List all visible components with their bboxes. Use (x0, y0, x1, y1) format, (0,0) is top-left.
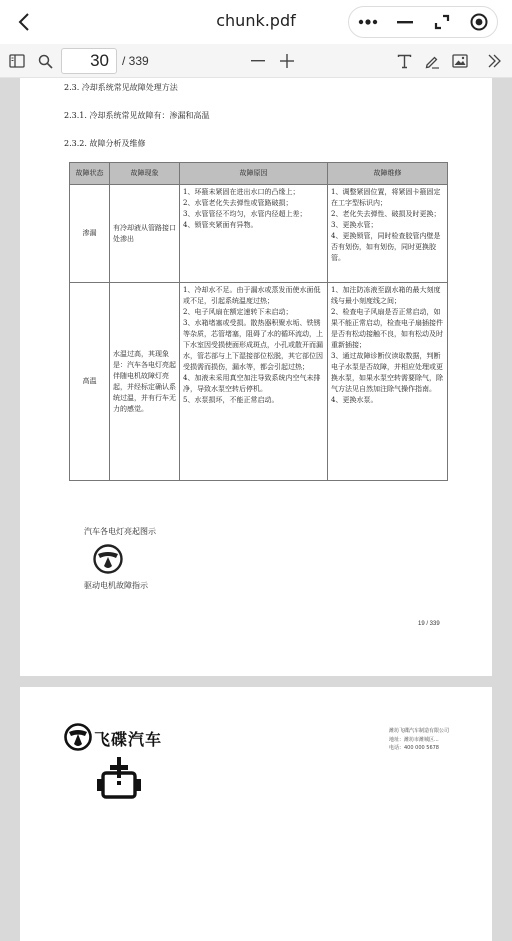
fault-repair-cell (328, 185, 448, 283)
table-header: 故障状态 (70, 163, 110, 185)
search-button[interactable] (34, 49, 56, 73)
fault-state-cell: 高温 (70, 283, 110, 481)
warning-lamp-icon (92, 544, 124, 574)
repair-line: 1、调整紧固位置，将紧固卡箍固定在工字型标识内； (331, 188, 441, 207)
window-capsule (348, 6, 498, 38)
company-info-line: 电话：400 000 5678 (389, 745, 439, 751)
cause-line: 4、加液未采用真空加注导致系统内空气未排净，导致水泵空转后停机。 (183, 374, 321, 393)
float-window-icon (434, 14, 450, 30)
minimize-button[interactable] (386, 7, 423, 37)
float-window-button[interactable] (423, 7, 460, 37)
close-button[interactable] (460, 7, 497, 37)
brand-logo-icon (64, 723, 92, 751)
text-tool-button[interactable] (393, 49, 415, 73)
cause-line: 3、水箱堵塞或受损。散热器积聚水垢、铁锈等杂质，芯管堵塞，阻碍了水的循环流动，上下水室因受损使面形成斑点，小孔或散开而漏水，管芯部与上下湿接部位松脱，其它部位因受损需而损伤，漏水等，都会引起过热； (183, 319, 323, 371)
repair-line: 4、更换锁管，同时检查胶管内壁是否有划伤，如有划伤，同时更换胶管。 (331, 232, 441, 262)
title-bar (0, 0, 512, 44)
subsection-heading: 2.3.2. 故障分析及维修 (64, 139, 146, 148)
double-chevron-right-icon (487, 54, 501, 68)
more-tools-button[interactable] (483, 49, 505, 73)
brand-name: 飞碟汽车 (94, 730, 163, 749)
back-button[interactable] (10, 8, 38, 36)
target-close-icon (470, 13, 488, 31)
minus-icon (397, 20, 413, 24)
motor-fault-icon (94, 755, 146, 801)
repair-line: 4、更换水泵。 (331, 396, 378, 404)
sidebar-toggle-button[interactable] (6, 49, 28, 73)
subsection-heading: 2.3.1. 冷却系统常见故障有：渗漏和高温 (64, 111, 210, 120)
plus-icon (280, 54, 294, 68)
cause-line: 2、电子风扇在额定速转下未启动； (183, 308, 293, 316)
cause-line: 4、锁管夹紧面有异物。 (183, 221, 258, 229)
figure-caption: 驱动电机故障指示 (84, 581, 148, 590)
minus-icon (251, 60, 265, 62)
total-pages-label: / 339 (122, 54, 149, 68)
more-dots-icon (358, 19, 378, 25)
zoom-out-button[interactable] (248, 49, 268, 73)
pdf-page (20, 687, 492, 941)
sidebar-icon (9, 54, 25, 68)
document-title: chunk.pdf (216, 11, 296, 30)
chevron-left-icon (17, 12, 31, 32)
pdf-toolbar (0, 44, 512, 78)
text-icon (397, 54, 412, 69)
table-header: 故障现象 (110, 163, 180, 185)
section-heading: 2.3. 冷却系统常见故障处理方法 (64, 83, 178, 92)
page-number: 19 / 339 (418, 621, 440, 627)
pen-icon (424, 54, 440, 69)
fault-phenomenon-cell: 有冷却液从管路接口处渗出 (110, 185, 180, 283)
table-header: 故障原因 (180, 163, 328, 185)
fault-state-cell: 渗漏 (70, 185, 110, 283)
cause-line: 1、环箍未紧固在进出水口的凸缘上； (183, 188, 300, 196)
cause-line: 5、水泵损坏，不能正常启动。 (183, 396, 279, 404)
company-info-line: 地址：潍坊市潍城区... (389, 737, 439, 743)
cause-line: 1、冷却水不足。由于漏水或蒸发而使水面低或不足，引起系统温度过热； (183, 286, 321, 305)
image-tool-button[interactable] (449, 49, 471, 73)
page-number-input[interactable] (61, 48, 117, 74)
image-icon (452, 54, 468, 68)
more-button[interactable] (349, 7, 386, 37)
fault-repair-cell (328, 283, 448, 481)
table-row (70, 283, 448, 481)
annotate-button[interactable] (421, 49, 443, 73)
cause-line: 3、水管管径不均匀，水管内径超上差； (183, 210, 307, 218)
fault-cause-cell (180, 283, 328, 481)
search-icon (38, 54, 53, 69)
fault-phenomenon-cell: 水温过高，其现象是：汽车各电灯亮起伴随电机故障灯亮起，并经标定确认系统过温，并有行车无力的感觉。 (110, 283, 180, 481)
cause-line: 2、水管老化失去弹性或管路破损； (183, 199, 293, 207)
fault-cause-cell (180, 185, 328, 283)
repair-line: 3、更换水管； (331, 221, 378, 229)
repair-line: 2、检查电子风扇是否正常启动，如果不能正常启动，检查电子扇插接件是否有松动接触不良，如有松动及时重新插接； (331, 308, 443, 349)
fault-table (69, 162, 448, 481)
table-header-row (70, 163, 448, 185)
table-header: 故障维修 (328, 163, 448, 185)
table-row (70, 185, 448, 283)
repair-line: 1、加注防冻液至副水箱的最大刻度线与最小刻度线之间； (331, 286, 441, 305)
repair-line: 3、通过故障诊断仪读取数据，判断电子水泵是否故障，并相应处理或更换水泵，如果水泵空转需要除气，除气方法见自然加注除气操作指南。 (331, 352, 443, 393)
figure-caption: 汽车各电灯亮起图示 (84, 527, 156, 536)
repair-line: 2、老化失去弹性、破损及时更换； (331, 210, 441, 218)
company-info-line: 潍坊飞碟汽车制造有限公司 (389, 728, 450, 734)
zoom-in-button[interactable] (277, 49, 297, 73)
pdf-page (20, 78, 492, 676)
